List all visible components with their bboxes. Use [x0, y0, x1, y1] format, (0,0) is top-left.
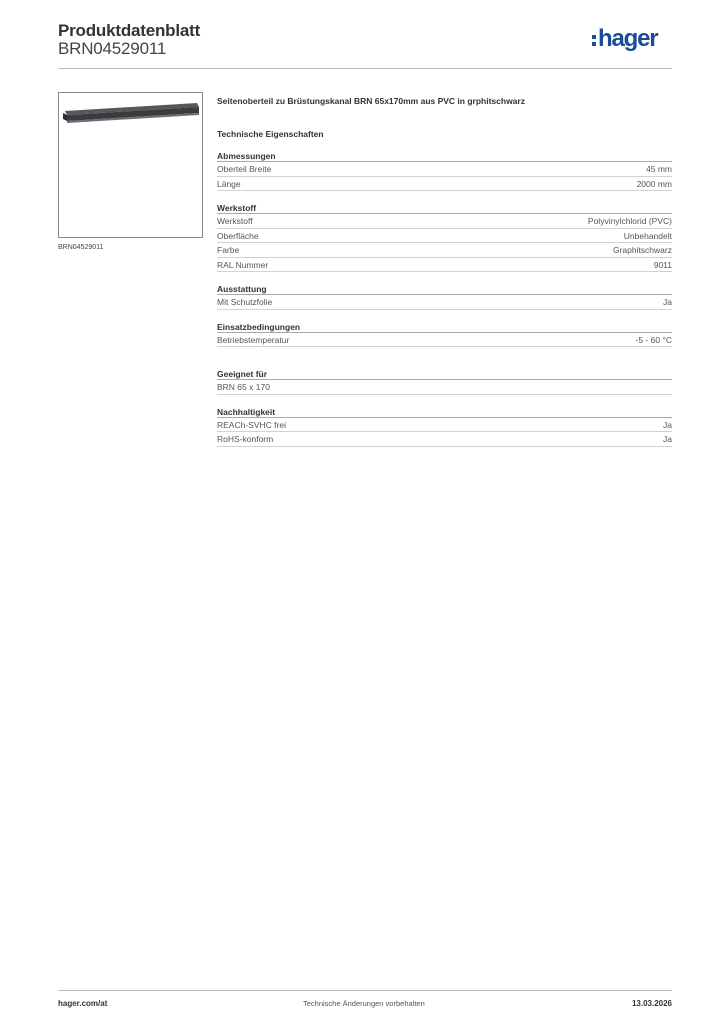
spec-value: -5 - 60 °C [635, 334, 672, 345]
spec-group [217, 284, 672, 310]
footer-divider [58, 990, 672, 991]
spec-value: 2000 mm [636, 178, 672, 189]
spec-value: Ja [663, 297, 672, 307]
spec-label: RAL Nummer [217, 259, 269, 270]
spec-label: Länge [217, 178, 241, 189]
section-title: Technische Eigenschaften [217, 129, 324, 139]
spec-row [217, 418, 672, 433]
spec-row [217, 380, 672, 395]
spec-group [217, 322, 672, 348]
spec-row [217, 432, 672, 447]
spec-value: 45 mm [646, 164, 672, 174]
cable-duct-cover-icon [59, 93, 204, 239]
spec-label: Mit Schutzfolie [217, 297, 273, 307]
spec-group-title: Nachhaltigkeit [217, 407, 672, 418]
spec-group-title: Abmessungen [217, 151, 672, 162]
product-image [58, 92, 203, 238]
spec-row [217, 243, 672, 258]
spec-label: Oberteil Breite [217, 164, 272, 174]
footer-website: hager.com/at [58, 999, 108, 1008]
image-caption: BRN04529011 [58, 244, 104, 251]
spec-label: Werkstoff [217, 216, 253, 226]
logo-dots-icon [592, 35, 596, 46]
spec-row [217, 229, 672, 244]
spec-group [217, 151, 672, 191]
spec-value: Unbehandelt [623, 230, 672, 241]
spec-value: Graphitschwarz [612, 245, 672, 255]
spec-group [217, 369, 672, 395]
page-title: Produktdatenblatt [58, 21, 201, 40]
header-divider [58, 68, 672, 69]
spec-value: Ja [663, 434, 672, 444]
spec-value: Ja [663, 419, 672, 430]
spec-label: REACh-SVHC frei [217, 419, 286, 430]
spec-group-title: Ausstattung [217, 284, 672, 295]
spec-label: Oberfläche [217, 230, 259, 241]
technical-data [217, 96, 672, 447]
spec-row [217, 177, 672, 192]
spec-row [217, 162, 672, 177]
spec-group-title: Einsatzbedingungen [217, 322, 672, 333]
spec-row [217, 214, 672, 229]
logo-text: hager [598, 25, 658, 52]
spec-label: BRN 65 x 170 [217, 382, 270, 392]
spec-group [217, 203, 672, 272]
product-code: BRN04529011 [58, 39, 167, 58]
hager-logo [592, 26, 674, 56]
spec-value: Polyvinylchlorid (PVC) [587, 216, 672, 226]
spec-row [217, 258, 672, 273]
spec-row [217, 333, 672, 348]
spec-group [217, 407, 672, 447]
spec-value: 9011 [653, 259, 672, 270]
footer-notice: Technische Änderungen vorbehalten [303, 999, 425, 1008]
spec-label: Farbe [217, 245, 240, 255]
spec-groups [217, 151, 672, 447]
footer-date: 13.03.2026 [631, 999, 672, 1008]
spec-row [217, 295, 672, 310]
product-description: Seitenoberteil zu Brüstungskanal BRN 65x170mm aus PVC in grphitschwarz [217, 96, 525, 106]
spec-group-title: Geeignet für [217, 369, 672, 380]
spec-label: Betriebstemperatur [217, 334, 290, 345]
spec-group-title: Werkstoff [217, 203, 672, 214]
spec-label: RoHS-konform [217, 434, 274, 444]
